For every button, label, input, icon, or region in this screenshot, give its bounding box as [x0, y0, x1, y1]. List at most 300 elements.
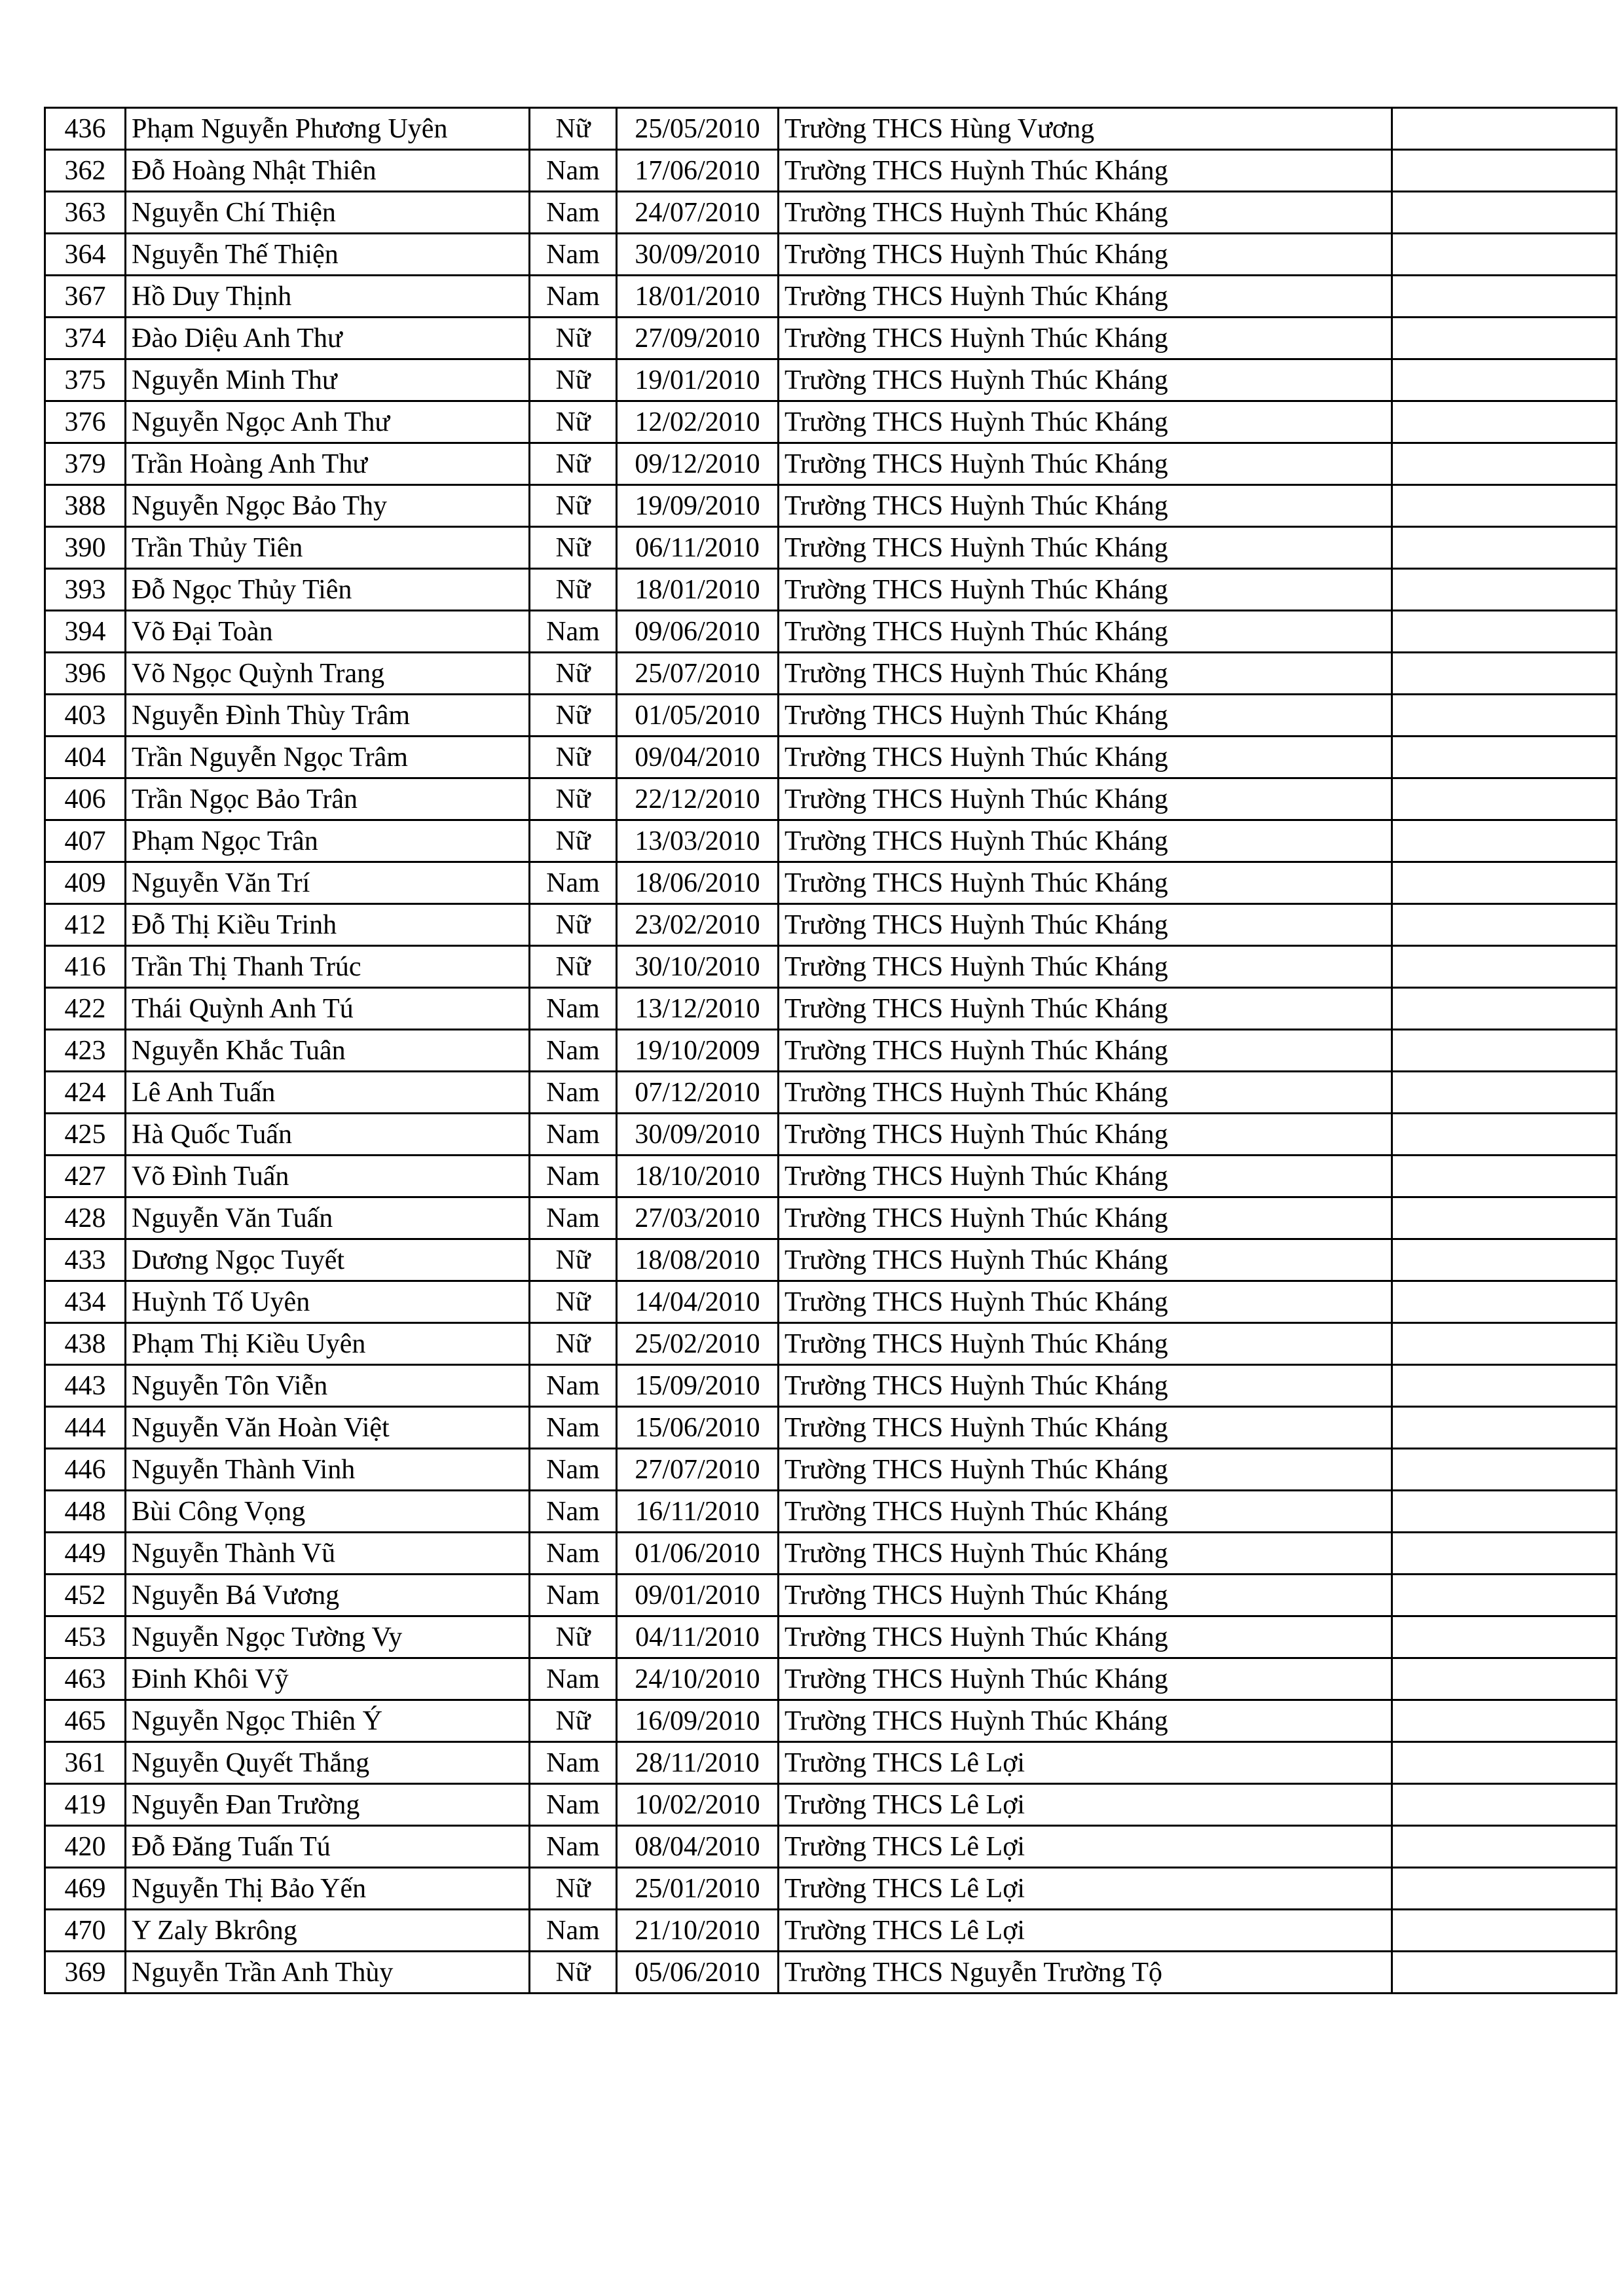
birth-date-cell: 01/05/2010 [617, 695, 779, 737]
gender-cell: Nam [530, 1575, 617, 1616]
table-body [45, 108, 1617, 1994]
row-number-cell: 394 [45, 611, 126, 653]
table-row [45, 485, 1617, 527]
full-name-cell: Nguyễn Đình Thùy Trâm [126, 695, 530, 737]
note-cell [1392, 1952, 1617, 1994]
full-name-cell: Bùi Công Vọng [126, 1491, 530, 1533]
table-row [45, 820, 1617, 862]
table-row [45, 443, 1617, 485]
school-cell: Trường THCS Huỳnh Thúc Kháng [779, 1197, 1392, 1239]
school-cell: Trường THCS Huỳnh Thúc Kháng [779, 653, 1392, 695]
row-number-cell: 444 [45, 1407, 126, 1449]
gender-cell: Nữ [530, 318, 617, 359]
gender-cell: Nam [530, 1197, 617, 1239]
note-cell [1392, 1281, 1617, 1323]
table-row [45, 862, 1617, 904]
full-name-cell: Đỗ Hoàng Nhật Thiên [126, 150, 530, 192]
school-cell: Trường THCS Huỳnh Thúc Kháng [779, 988, 1392, 1030]
full-name-cell: Nguyễn Trần Anh Thùy [126, 1952, 530, 1994]
note-cell [1392, 1826, 1617, 1868]
note-cell [1392, 318, 1617, 359]
row-number-cell: 434 [45, 1281, 126, 1323]
full-name-cell: Nguyễn Tôn Viễn [126, 1365, 530, 1407]
note-cell [1392, 1407, 1617, 1449]
birth-date-cell: 22/12/2010 [617, 778, 779, 820]
birth-date-cell: 30/09/2010 [617, 234, 779, 276]
gender-cell: Nam [530, 611, 617, 653]
note-cell [1392, 1700, 1617, 1742]
full-name-cell: Nguyễn Ngọc Tường Vy [126, 1616, 530, 1658]
full-name-cell: Nguyễn Văn Tuấn [126, 1197, 530, 1239]
gender-cell: Nữ [530, 737, 617, 778]
row-number-cell: 443 [45, 1365, 126, 1407]
birth-date-cell: 18/01/2010 [617, 569, 779, 611]
row-number-cell: 449 [45, 1533, 126, 1575]
gender-cell: Nam [530, 276, 617, 318]
school-cell: Trường THCS Huỳnh Thúc Kháng [779, 1072, 1392, 1114]
school-cell: Trường THCS Huỳnh Thúc Kháng [779, 737, 1392, 778]
gender-cell: Nữ [530, 108, 617, 150]
gender-cell: Nữ [530, 778, 617, 820]
gender-cell: Nữ [530, 1281, 617, 1323]
table-row [45, 1156, 1617, 1197]
birth-date-cell: 09/12/2010 [617, 443, 779, 485]
school-cell: Trường THCS Huỳnh Thúc Kháng [779, 1281, 1392, 1323]
row-number-cell: 409 [45, 862, 126, 904]
note-cell [1392, 1030, 1617, 1072]
school-cell: Trường THCS Huỳnh Thúc Kháng [779, 150, 1392, 192]
birth-date-cell: 27/03/2010 [617, 1197, 779, 1239]
row-number-cell: 448 [45, 1491, 126, 1533]
school-cell: Trường THCS Huỳnh Thúc Kháng [779, 1156, 1392, 1197]
table-row [45, 1114, 1617, 1156]
school-cell: Trường THCS Lê Lợi [779, 1742, 1392, 1784]
school-cell: Trường THCS Huỳnh Thúc Kháng [779, 1114, 1392, 1156]
full-name-cell: Nguyễn Thành Vũ [126, 1533, 530, 1575]
row-number-cell: 393 [45, 569, 126, 611]
full-name-cell: Trần Ngọc Bảo Trân [126, 778, 530, 820]
row-number-cell: 469 [45, 1868, 126, 1910]
table-row [45, 904, 1617, 946]
full-name-cell: Nguyễn Thành Vinh [126, 1449, 530, 1491]
birth-date-cell: 15/06/2010 [617, 1407, 779, 1449]
birth-date-cell: 25/07/2010 [617, 653, 779, 695]
note-cell [1392, 359, 1617, 401]
gender-cell: Nữ [530, 401, 617, 443]
school-cell: Trường THCS Huỳnh Thúc Kháng [779, 234, 1392, 276]
full-name-cell: Đỗ Thị Kiều Trinh [126, 904, 530, 946]
row-number-cell: 446 [45, 1449, 126, 1491]
table-row [45, 1868, 1617, 1910]
gender-cell: Nam [530, 1156, 617, 1197]
table-row [45, 108, 1617, 150]
table-row [45, 1323, 1617, 1365]
school-cell: Trường THCS Lê Lợi [779, 1868, 1392, 1910]
row-number-cell: 425 [45, 1114, 126, 1156]
note-cell [1392, 1197, 1617, 1239]
school-cell: Trường THCS Huỳnh Thúc Kháng [779, 401, 1392, 443]
row-number-cell: 367 [45, 276, 126, 318]
note-cell [1392, 569, 1617, 611]
birth-date-cell: 16/09/2010 [617, 1700, 779, 1742]
row-number-cell: 376 [45, 401, 126, 443]
full-name-cell: Đỗ Đăng Tuấn Tú [126, 1826, 530, 1868]
gender-cell: Nam [530, 1826, 617, 1868]
table-row [45, 234, 1617, 276]
birth-date-cell: 19/09/2010 [617, 485, 779, 527]
row-number-cell: 369 [45, 1952, 126, 1994]
table-row [45, 1491, 1617, 1533]
full-name-cell: Nguyễn Ngọc Bảo Thy [126, 485, 530, 527]
gender-cell: Nữ [530, 946, 617, 988]
school-cell: Trường THCS Huỳnh Thúc Kháng [779, 1365, 1392, 1407]
note-cell [1392, 443, 1617, 485]
gender-cell: Nữ [530, 820, 617, 862]
full-name-cell: Phạm Nguyễn Phương Uyên [126, 108, 530, 150]
gender-cell: Nam [530, 1910, 617, 1952]
row-number-cell: 406 [45, 778, 126, 820]
note-cell [1392, 1365, 1617, 1407]
birth-date-cell: 19/01/2010 [617, 359, 779, 401]
row-number-cell: 452 [45, 1575, 126, 1616]
full-name-cell: Nguyễn Bá Vương [126, 1575, 530, 1616]
gender-cell: Nam [530, 1449, 617, 1491]
note-cell [1392, 401, 1617, 443]
full-name-cell: Võ Đình Tuấn [126, 1156, 530, 1197]
school-cell: Trường THCS Huỳnh Thúc Kháng [779, 1449, 1392, 1491]
school-cell: Trường THCS Huỳnh Thúc Kháng [779, 1700, 1392, 1742]
note-cell [1392, 1575, 1617, 1616]
birth-date-cell: 25/05/2010 [617, 108, 779, 150]
table-row [45, 1784, 1617, 1826]
birth-date-cell: 16/11/2010 [617, 1491, 779, 1533]
note-cell [1392, 1784, 1617, 1826]
school-cell: Trường THCS Huỳnh Thúc Kháng [779, 569, 1392, 611]
gender-cell: Nam [530, 1114, 617, 1156]
gender-cell: Nữ [530, 443, 617, 485]
gender-cell: Nam [530, 1784, 617, 1826]
school-cell: Trường THCS Huỳnh Thúc Kháng [779, 1575, 1392, 1616]
note-cell [1392, 778, 1617, 820]
school-cell: Trường THCS Huỳnh Thúc Kháng [779, 527, 1392, 569]
note-cell [1392, 485, 1617, 527]
table-row [45, 1030, 1617, 1072]
gender-cell: Nữ [530, 527, 617, 569]
full-name-cell: Phạm Thị Kiều Uyên [126, 1323, 530, 1365]
note-cell [1392, 653, 1617, 695]
full-name-cell: Thái Quỳnh Anh Tú [126, 988, 530, 1030]
row-number-cell: 423 [45, 1030, 126, 1072]
note-cell [1392, 527, 1617, 569]
full-name-cell: Nguyễn Thị Bảo Yến [126, 1868, 530, 1910]
row-number-cell: 379 [45, 443, 126, 485]
table-row [45, 946, 1617, 988]
row-number-cell: 388 [45, 485, 126, 527]
row-number-cell: 453 [45, 1616, 126, 1658]
gender-cell: Nữ [530, 904, 617, 946]
gender-cell: Nữ [530, 569, 617, 611]
note-cell [1392, 1533, 1617, 1575]
table-row [45, 1616, 1617, 1658]
full-name-cell: Võ Ngọc Quỳnh Trang [126, 653, 530, 695]
table-row [45, 778, 1617, 820]
row-number-cell: 363 [45, 192, 126, 234]
row-number-cell: 465 [45, 1700, 126, 1742]
note-cell [1392, 737, 1617, 778]
school-cell: Trường THCS Huỳnh Thúc Kháng [779, 443, 1392, 485]
gender-cell: Nữ [530, 1239, 617, 1281]
gender-cell: Nữ [530, 1700, 617, 1742]
note-cell [1392, 108, 1617, 150]
school-cell: Trường THCS Huỳnh Thúc Kháng [779, 276, 1392, 318]
row-number-cell: 419 [45, 1784, 126, 1826]
table-row [45, 737, 1617, 778]
row-number-cell: 412 [45, 904, 126, 946]
row-number-cell: 416 [45, 946, 126, 988]
birth-date-cell: 18/10/2010 [617, 1156, 779, 1197]
birth-date-cell: 06/11/2010 [617, 527, 779, 569]
school-cell: Trường THCS Huỳnh Thúc Kháng [779, 862, 1392, 904]
school-cell: Trường THCS Huỳnh Thúc Kháng [779, 1407, 1392, 1449]
gender-cell: Nam [530, 1533, 617, 1575]
gender-cell: Nam [530, 1365, 617, 1407]
school-cell: Trường THCS Huỳnh Thúc Kháng [779, 611, 1392, 653]
gender-cell: Nam [530, 1072, 617, 1114]
full-name-cell: Nguyễn Khắc Tuân [126, 1030, 530, 1072]
school-cell: Trường THCS Huỳnh Thúc Kháng [779, 946, 1392, 988]
full-name-cell: Đỗ Ngọc Thủy Tiên [126, 569, 530, 611]
full-name-cell: Huỳnh Tố Uyên [126, 1281, 530, 1323]
student-list-table [44, 107, 1617, 1994]
table-row [45, 276, 1617, 318]
full-name-cell: Nguyễn Thế Thiện [126, 234, 530, 276]
table-row [45, 611, 1617, 653]
full-name-cell: Dương Ngọc Tuyết [126, 1239, 530, 1281]
gender-cell: Nữ [530, 1952, 617, 1994]
birth-date-cell: 24/07/2010 [617, 192, 779, 234]
school-cell: Trường THCS Lê Lợi [779, 1826, 1392, 1868]
school-cell: Trường THCS Lê Lợi [779, 1910, 1392, 1952]
school-cell: Trường THCS Huỳnh Thúc Kháng [779, 820, 1392, 862]
gender-cell: Nữ [530, 485, 617, 527]
note-cell [1392, 1742, 1617, 1784]
row-number-cell: 427 [45, 1156, 126, 1197]
note-cell [1392, 1156, 1617, 1197]
full-name-cell: Nguyễn Minh Thư [126, 359, 530, 401]
gender-cell: Nữ [530, 1323, 617, 1365]
row-number-cell: 420 [45, 1826, 126, 1868]
birth-date-cell: 09/04/2010 [617, 737, 779, 778]
school-cell: Trường THCS Huỳnh Thúc Kháng [779, 192, 1392, 234]
note-cell [1392, 1239, 1617, 1281]
birth-date-cell: 25/02/2010 [617, 1323, 779, 1365]
note-cell [1392, 1449, 1617, 1491]
table-row [45, 192, 1617, 234]
gender-cell: Nam [530, 150, 617, 192]
school-cell: Trường THCS Nguyễn Trường Tộ [779, 1952, 1392, 1994]
birth-date-cell: 27/07/2010 [617, 1449, 779, 1491]
note-cell [1392, 150, 1617, 192]
row-number-cell: 374 [45, 318, 126, 359]
birth-date-cell: 08/04/2010 [617, 1826, 779, 1868]
table-row [45, 1365, 1617, 1407]
gender-cell: Nữ [530, 1616, 617, 1658]
birth-date-cell: 09/01/2010 [617, 1575, 779, 1616]
birth-date-cell: 18/06/2010 [617, 862, 779, 904]
note-cell [1392, 1072, 1617, 1114]
table-row [45, 1575, 1617, 1616]
table-row [45, 1197, 1617, 1239]
table-row [45, 1658, 1617, 1700]
table-row [45, 695, 1617, 737]
note-cell [1392, 276, 1617, 318]
table-row [45, 1533, 1617, 1575]
school-cell: Trường THCS Huỳnh Thúc Kháng [779, 1491, 1392, 1533]
gender-cell: Nam [530, 1658, 617, 1700]
row-number-cell: 375 [45, 359, 126, 401]
full-name-cell: Lê Anh Tuấn [126, 1072, 530, 1114]
table-row [45, 318, 1617, 359]
table-row [45, 653, 1617, 695]
note-cell [1392, 1658, 1617, 1700]
birth-date-cell: 30/10/2010 [617, 946, 779, 988]
full-name-cell: Hồ Duy Thịnh [126, 276, 530, 318]
birth-date-cell: 19/10/2009 [617, 1030, 779, 1072]
full-name-cell: Trần Nguyễn Ngọc Trâm [126, 737, 530, 778]
birth-date-cell: 18/01/2010 [617, 276, 779, 318]
birth-date-cell: 30/09/2010 [617, 1114, 779, 1156]
table-row [45, 1700, 1617, 1742]
row-number-cell: 404 [45, 737, 126, 778]
birth-date-cell: 24/10/2010 [617, 1658, 779, 1700]
table-row [45, 1742, 1617, 1784]
row-number-cell: 390 [45, 527, 126, 569]
full-name-cell: Nguyễn Đan Trường [126, 1784, 530, 1826]
school-cell: Trường THCS Huỳnh Thúc Kháng [779, 1658, 1392, 1700]
school-cell: Trường THCS Lê Lợi [779, 1784, 1392, 1826]
note-cell [1392, 1868, 1617, 1910]
row-number-cell: 470 [45, 1910, 126, 1952]
table-row [45, 1952, 1617, 1994]
school-cell: Trường THCS Huỳnh Thúc Kháng [779, 318, 1392, 359]
table-row [45, 1072, 1617, 1114]
gender-cell: Nam [530, 192, 617, 234]
school-cell: Trường THCS Huỳnh Thúc Kháng [779, 1239, 1392, 1281]
full-name-cell: Nguyễn Văn Trí [126, 862, 530, 904]
birth-date-cell: 14/04/2010 [617, 1281, 779, 1323]
birth-date-cell: 21/10/2010 [617, 1910, 779, 1952]
full-name-cell: Đào Diệu Anh Thư [126, 318, 530, 359]
row-number-cell: 407 [45, 820, 126, 862]
full-name-cell: Hà Quốc Tuấn [126, 1114, 530, 1156]
full-name-cell: Trần Hoàng Anh Thư [126, 443, 530, 485]
note-cell [1392, 1616, 1617, 1658]
birth-date-cell: 27/09/2010 [617, 318, 779, 359]
gender-cell: Nữ [530, 359, 617, 401]
full-name-cell: Trần Thủy Tiên [126, 527, 530, 569]
birth-date-cell: 13/03/2010 [617, 820, 779, 862]
gender-cell: Nam [530, 988, 617, 1030]
note-cell [1392, 234, 1617, 276]
row-number-cell: 428 [45, 1197, 126, 1239]
birth-date-cell: 05/06/2010 [617, 1952, 779, 1994]
table-row [45, 1826, 1617, 1868]
row-number-cell: 364 [45, 234, 126, 276]
birth-date-cell: 23/02/2010 [617, 904, 779, 946]
birth-date-cell: 07/12/2010 [617, 1072, 779, 1114]
birth-date-cell: 18/08/2010 [617, 1239, 779, 1281]
school-cell: Trường THCS Huỳnh Thúc Kháng [779, 485, 1392, 527]
note-cell [1392, 820, 1617, 862]
full-name-cell: Y Zaly Bkrông [126, 1910, 530, 1952]
school-cell: Trường THCS Huỳnh Thúc Kháng [779, 904, 1392, 946]
full-name-cell: Nguyễn Quyết Thắng [126, 1742, 530, 1784]
full-name-cell: Võ Đại Toàn [126, 611, 530, 653]
note-cell [1392, 946, 1617, 988]
table-row [45, 527, 1617, 569]
note-cell [1392, 1491, 1617, 1533]
birth-date-cell: 10/02/2010 [617, 1784, 779, 1826]
gender-cell: Nữ [530, 695, 617, 737]
table-row [45, 1239, 1617, 1281]
row-number-cell: 433 [45, 1239, 126, 1281]
birth-date-cell: 13/12/2010 [617, 988, 779, 1030]
row-number-cell: 436 [45, 108, 126, 150]
full-name-cell: Đinh Khôi Vỹ [126, 1658, 530, 1700]
full-name-cell: Nguyễn Ngọc Anh Thư [126, 401, 530, 443]
school-cell: Trường THCS Huỳnh Thúc Kháng [779, 1030, 1392, 1072]
school-cell: Trường THCS Huỳnh Thúc Kháng [779, 1533, 1392, 1575]
school-cell: Trường THCS Hùng Vương [779, 108, 1392, 150]
school-cell: Trường THCS Huỳnh Thúc Kháng [779, 695, 1392, 737]
gender-cell: Nữ [530, 653, 617, 695]
full-name-cell: Nguyễn Chí Thiện [126, 192, 530, 234]
row-number-cell: 424 [45, 1072, 126, 1114]
birth-date-cell: 09/06/2010 [617, 611, 779, 653]
note-cell [1392, 1323, 1617, 1365]
school-cell: Trường THCS Huỳnh Thúc Kháng [779, 359, 1392, 401]
full-name-cell: Phạm Ngọc Trân [126, 820, 530, 862]
birth-date-cell: 25/01/2010 [617, 1868, 779, 1910]
table-row [45, 1407, 1617, 1449]
table-row [45, 359, 1617, 401]
row-number-cell: 361 [45, 1742, 126, 1784]
birth-date-cell: 28/11/2010 [617, 1742, 779, 1784]
note-cell [1392, 862, 1617, 904]
note-cell [1392, 695, 1617, 737]
row-number-cell: 438 [45, 1323, 126, 1365]
row-number-cell: 396 [45, 653, 126, 695]
gender-cell: Nam [530, 1407, 617, 1449]
note-cell [1392, 192, 1617, 234]
table-row [45, 150, 1617, 192]
table-row [45, 988, 1617, 1030]
row-number-cell: 422 [45, 988, 126, 1030]
school-cell: Trường THCS Huỳnh Thúc Kháng [779, 1616, 1392, 1658]
table-row [45, 1910, 1617, 1952]
table-row [45, 401, 1617, 443]
birth-date-cell: 12/02/2010 [617, 401, 779, 443]
table-row [45, 1281, 1617, 1323]
gender-cell: Nam [530, 1030, 617, 1072]
school-cell: Trường THCS Huỳnh Thúc Kháng [779, 778, 1392, 820]
full-name-cell: Nguyễn Ngọc Thiên Ý [126, 1700, 530, 1742]
gender-cell: Nam [530, 862, 617, 904]
row-number-cell: 362 [45, 150, 126, 192]
birth-date-cell: 04/11/2010 [617, 1616, 779, 1658]
gender-cell: Nam [530, 1742, 617, 1784]
birth-date-cell: 15/09/2010 [617, 1365, 779, 1407]
